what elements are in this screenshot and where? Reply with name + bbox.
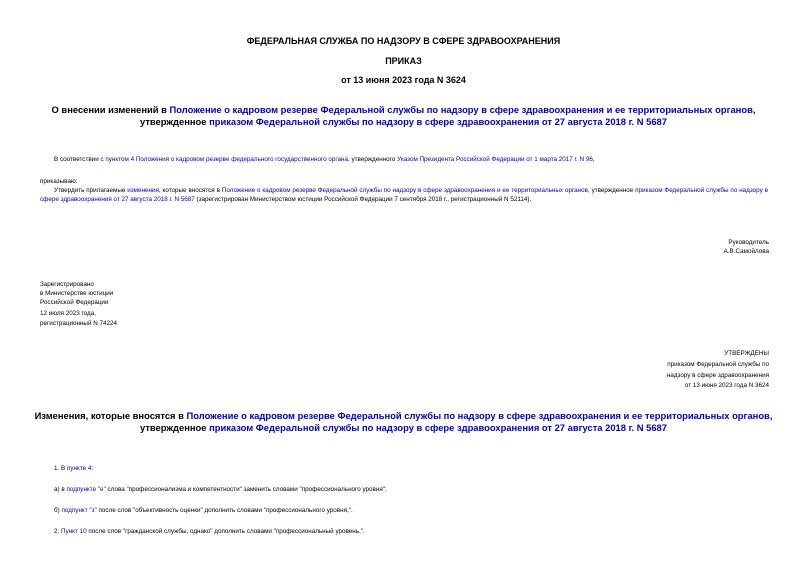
preamble-text: , утвержденного (348, 156, 398, 163)
changes-title-text: утвержденное (140, 422, 210, 433)
changes-link-order[interactable]: приказом Федеральной службы по надзору в сфере здравоохранения от 27 августа 2018 г. N 5687 (209, 422, 667, 433)
changes-link-regulation[interactable]: Положение о кадровом резерве Федеральной службы по надзору в сфере здравоохранения и ее территориальных органов (186, 410, 770, 421)
registration-line: Зарегистрировано (40, 281, 94, 288)
item-text: б) (54, 507, 62, 514)
preamble-link-clause-4[interactable]: пунктом 4 Положения о кадровом резерве федерального государственного органа (105, 156, 349, 163)
registration-line: 12 июля 2023 года, (40, 310, 96, 317)
main-paragraph (40, 186, 768, 204)
item-2-link[interactable]: Пункт 10 (61, 528, 87, 535)
title-text: , (752, 104, 756, 115)
main-text: , которые вносятся в (158, 187, 222, 194)
changes-title-text: Изменения, которые вносятся в (34, 410, 187, 421)
main-text: (зарегистрирован Министерством юстиции Российской Федерации 7 сентября 2018 г., регистрационный N 52114). (194, 196, 532, 203)
item-text: а) в (54, 486, 67, 493)
document-title (0, 104, 807, 128)
order-word: приказываю: (40, 178, 78, 185)
registration-line: в Министерстве юстиции (40, 290, 114, 297)
preamble-text: , (592, 156, 595, 163)
signature-name: А.В.Самойлова (723, 248, 769, 255)
item-a (54, 486, 387, 495)
main-link-regulation[interactable]: Положение о кадровом резерве Федеральной службы по надзору в сфере здравоохранения и ее территориальных органов (221, 187, 588, 194)
item-1 (54, 465, 93, 474)
item-text: 1. В (54, 465, 67, 472)
item-text: : (91, 465, 94, 472)
item-a-link[interactable]: подпункте "е" (66, 486, 106, 493)
document-type: ПРИКАЗ (385, 56, 422, 66)
item-text: после слов "объективность оценки" дополнить словами "профессионального уровня,". (96, 507, 353, 514)
changes-title (0, 410, 807, 434)
registration-line: Российской Федерации (40, 299, 109, 306)
title-link-regulation[interactable]: Положение о кадровом резерве Федеральной службы по надзору в сфере здравоохранения и ее территориальных органов (169, 104, 753, 115)
main-text: Утвердить прилагаемые (54, 187, 128, 194)
title-text: О внесении изменений в (51, 104, 170, 115)
item-b (54, 507, 353, 516)
item-b-link[interactable]: подпункт "з" (61, 507, 97, 514)
preamble-text: В соответствии с (54, 156, 106, 163)
title-text: утвержденное (140, 116, 210, 127)
item-text: слова "профессионализма и компетентности" заменить словами "профессионального уровня"; (105, 486, 387, 493)
item-1-link[interactable]: пункте 4 (66, 465, 92, 472)
item-2 (54, 528, 365, 537)
registration-line: регистрационный N 74224 (40, 320, 118, 327)
main-link-order[interactable]: приказом Федеральной службы по надзору в сфере здравоохранения от 27 августа 2018 г. N 5687 (40, 187, 768, 203)
item-text: после слов "гражданской службы, однако" дополнить словами "профессиональный уровень,". (86, 528, 365, 535)
signature-position: Руководитель (728, 239, 769, 246)
title-link-order[interactable]: приказом Федеральной службы по надзору в сфере здравоохранения от 27 августа 2018 г. N 5687 (209, 116, 667, 127)
approved-line: приказом Федеральной службы по (667, 361, 769, 368)
agency-name: ФЕДЕРАЛЬНАЯ СЛУЖБА ПО НАДЗОРУ В СФЕРЕ ЗДРАВООХРАНЕНИЯ (246, 36, 561, 46)
document-date-number: от 13 июня 2023 года N 3624 (341, 75, 466, 85)
changes-title-text: , (769, 410, 773, 421)
approved-line: УТВЕРЖДЕНЫ (724, 350, 769, 357)
preamble-link-decree[interactable]: Указом Президента Российской Федерации от 1 марта 2017 г. N 96 (397, 156, 593, 163)
main-text: , утвержденное (587, 187, 636, 194)
main-link-changes[interactable]: изменения (127, 187, 159, 194)
approved-line: надзору в сфере здравоохранения (666, 372, 769, 379)
preamble-paragraph (54, 156, 595, 165)
item-text: 2. (54, 528, 62, 535)
approved-line: от 13 июня 2023 года N 3624 (684, 382, 769, 389)
